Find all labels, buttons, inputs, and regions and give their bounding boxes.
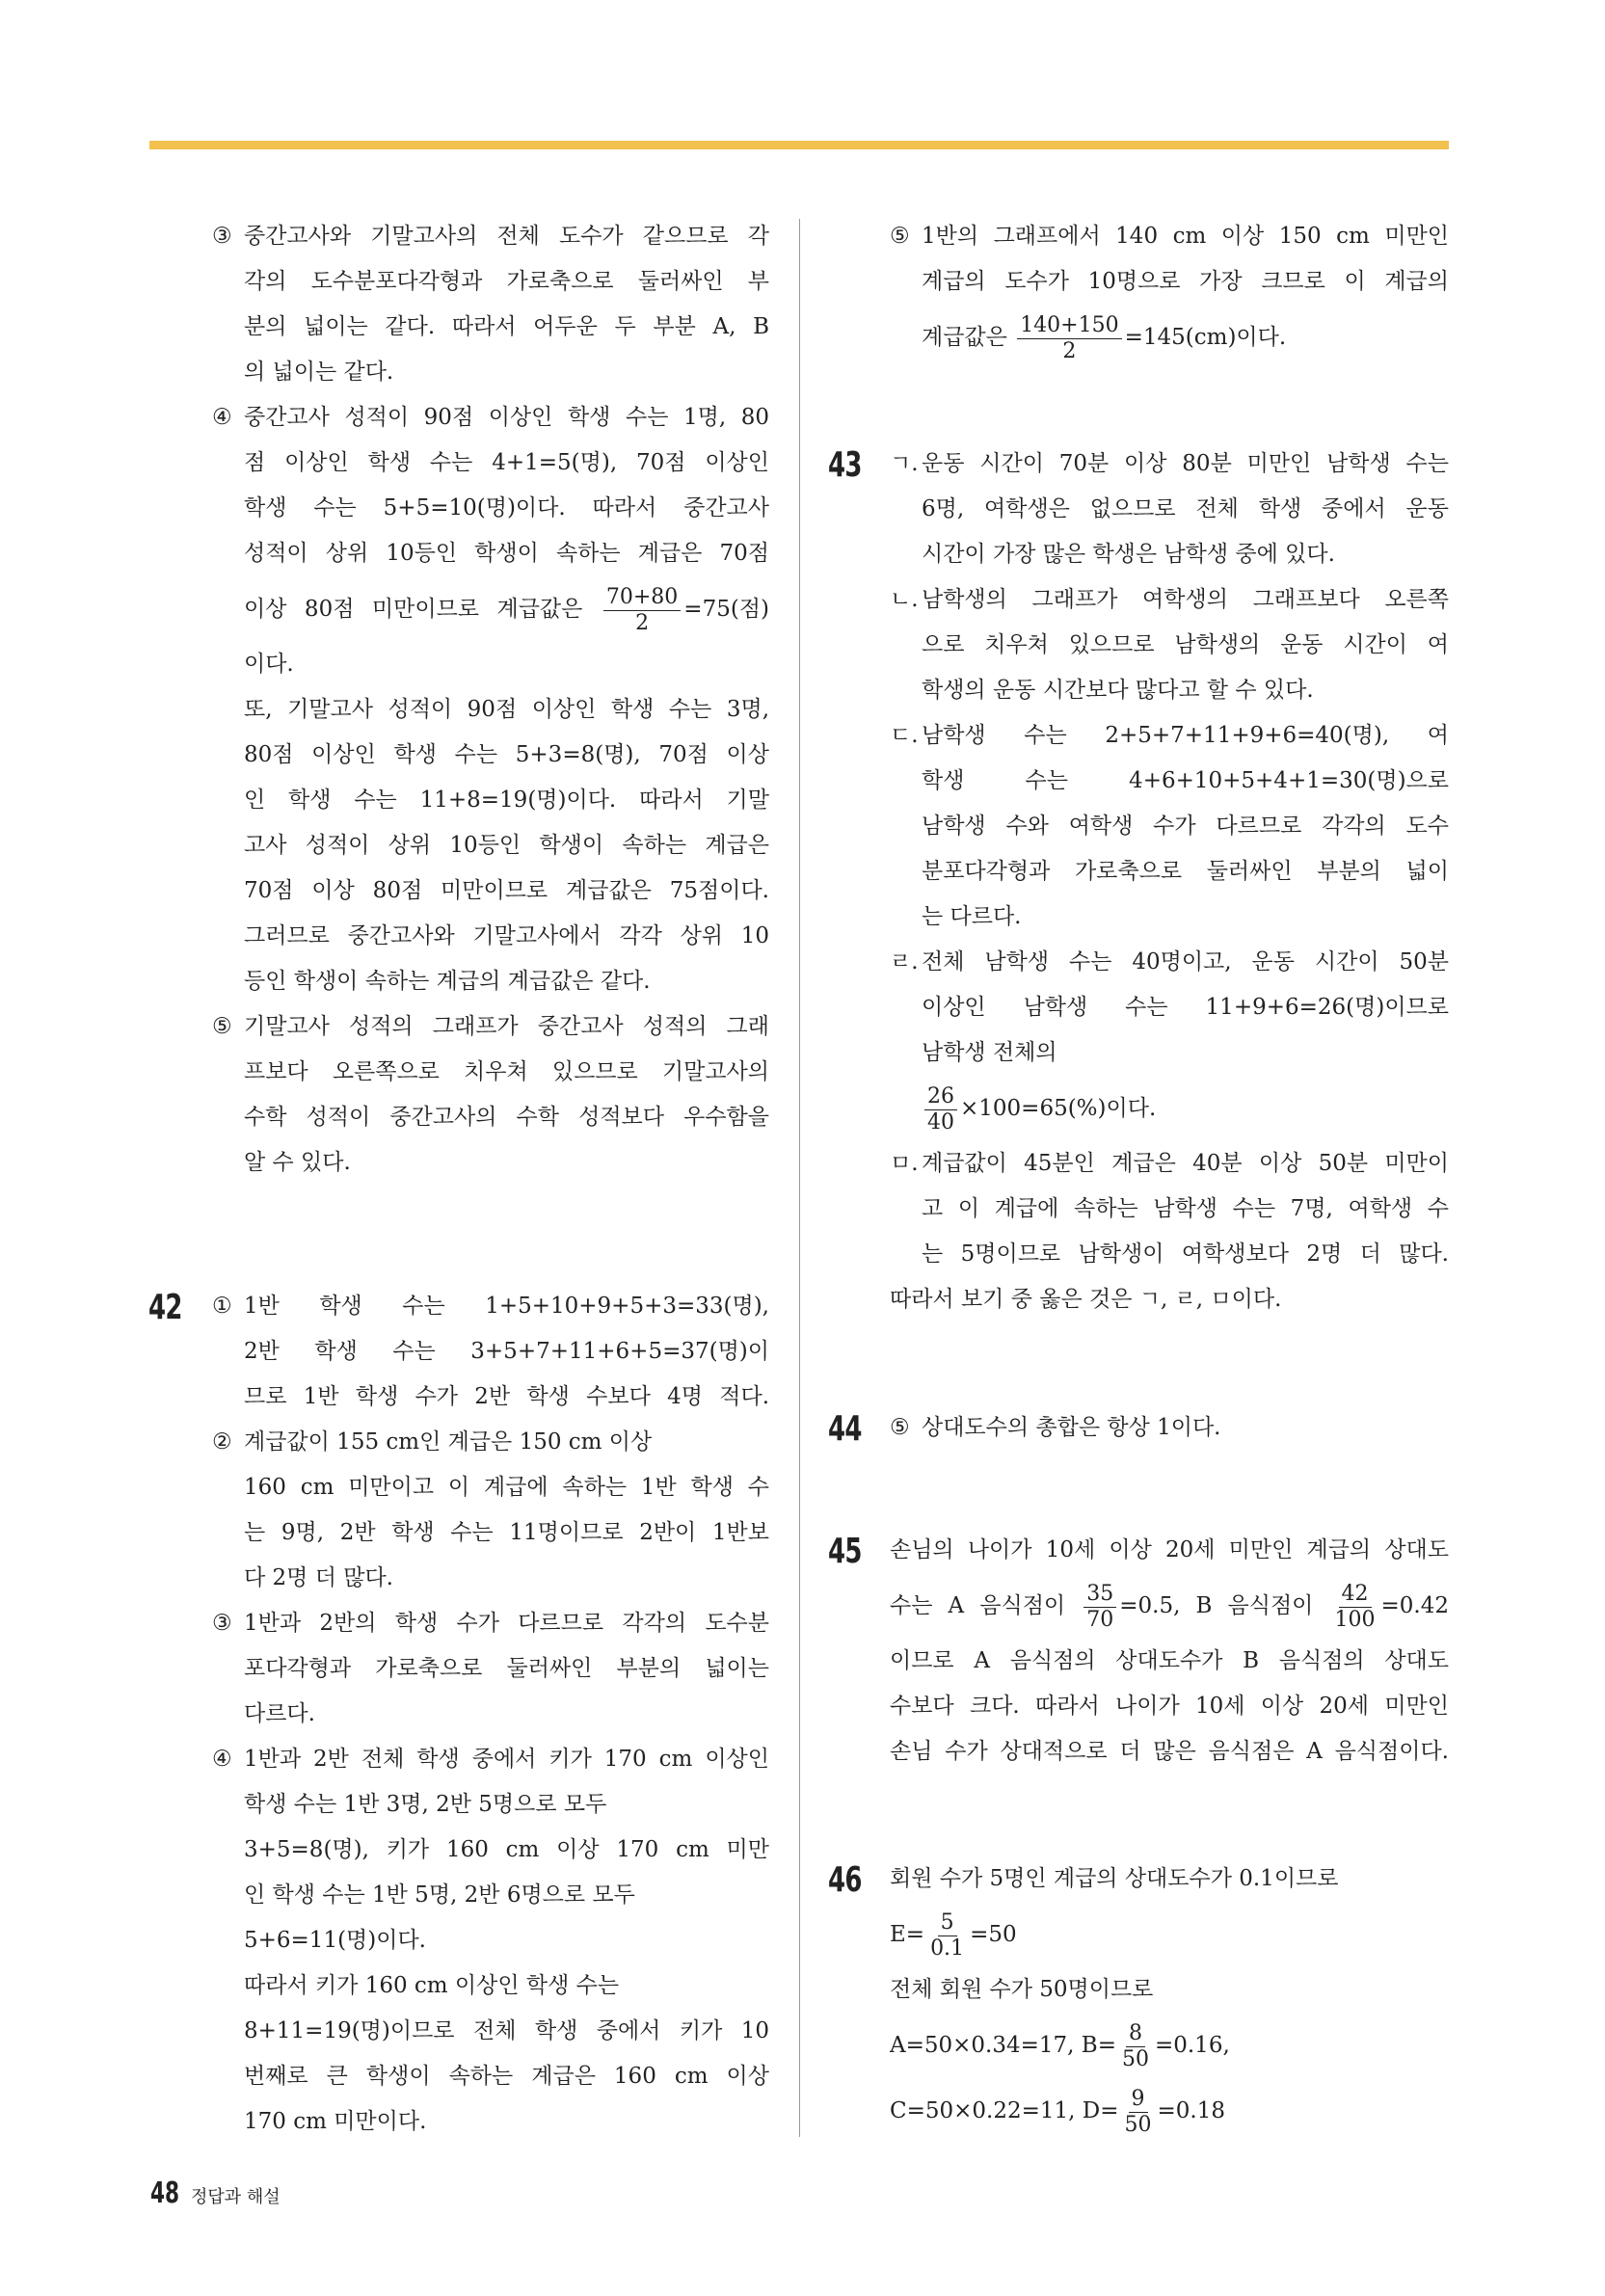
text-line [890, 668, 1449, 713]
text-segment: 고사 성적이 상위 10등인 학생이 속하는 계급은 [244, 833, 769, 858]
text-segment: 프보다 오른쪽으로 치우쳐 있으므로 기말고사의 [244, 1059, 769, 1084]
line-text [922, 532, 1449, 577]
numerator: 8 [1126, 2021, 1145, 2047]
line-text [244, 1095, 769, 1140]
text-line [212, 778, 769, 823]
numerator: 70+80 [603, 585, 681, 611]
text-segment: 회원 수가 5명인 계급의 상대도수가 0.1이므로 [890, 1866, 1339, 1891]
text-line [212, 1963, 769, 2009]
answer-43 [828, 441, 1449, 1322]
denominator: 2 [1062, 338, 1077, 363]
line-text [244, 576, 769, 642]
line-text [244, 1420, 769, 1465]
line-text [922, 1076, 1449, 1141]
line-text [244, 687, 769, 733]
fraction [1083, 1582, 1116, 1633]
line-text [890, 2078, 1449, 2144]
line-text [244, 395, 769, 441]
text-segment: 1반과 2반의 학생 수가 다르므로 각각의 도수분 [244, 1611, 769, 1636]
text-line [212, 1050, 769, 1095]
text-segment: C=50×0.22=11, D= [890, 2098, 1119, 2123]
problem-number: 44 [828, 1409, 862, 1449]
line-text [890, 1856, 1449, 1902]
text-segment: 80점 이상인 학생 수는 5+3=8(명), 70점 이상 [244, 742, 769, 767]
item-marker: ㄹ. [890, 949, 919, 974]
line-text [244, 1140, 769, 1186]
text-line [890, 1076, 1449, 1141]
numerator: 42 [1339, 1582, 1372, 1608]
text-line [212, 1737, 769, 1782]
text-line [890, 1573, 1449, 1639]
line-text [922, 623, 1449, 668]
text-segment: =0.18 [1157, 2098, 1225, 2123]
text-segment: 알 수 있다. [244, 1150, 351, 1175]
line-text [244, 1050, 769, 1095]
line-text [244, 350, 769, 395]
line-text [244, 1004, 769, 1050]
text-line [212, 1556, 769, 1601]
text-line [890, 259, 1449, 305]
line-text [890, 1967, 1449, 2013]
text-line [212, 259, 769, 305]
line-text [244, 1556, 769, 1601]
page-footer [150, 2176, 281, 2210]
line-text [244, 1782, 769, 1828]
line-text [244, 1284, 769, 1329]
text-segment: 1반과 2반 전체 학생 중에서 키가 170 cm 이상인 [244, 1747, 769, 1772]
item-marker: ⑤ [212, 1014, 232, 1039]
text-segment: 따라서 보기 중 옳은 것은 ㄱ, ㄹ, ㅁ이다. [890, 1287, 1282, 1312]
text-line [212, 1095, 769, 1140]
fraction [1119, 2021, 1152, 2072]
text-line [890, 2078, 1449, 2144]
item-marker: ㅁ. [890, 1151, 919, 1176]
line-text [890, 1902, 1449, 1967]
text-line [890, 305, 1449, 370]
line-text [244, 1601, 769, 1646]
text-line [212, 687, 769, 733]
line-text [244, 2099, 769, 2145]
line-text [922, 1187, 1449, 1232]
text-line [890, 985, 1449, 1030]
text-line [890, 940, 1449, 985]
text-segment: 인 학생 수는 11+8=19(명)이다. 따라서 기말 [244, 788, 769, 813]
line-text [244, 441, 769, 486]
text-segment: 고 이 계급에 속하는 남학생 수는 7명, 여학생 수 [922, 1196, 1449, 1221]
line-text [922, 214, 1449, 259]
text-segment: 계급값이 155 cm인 계급은 150 cm 이상 [244, 1429, 653, 1455]
numerator: 26 [924, 1084, 957, 1110]
line-text [244, 823, 769, 868]
text-line [890, 713, 1449, 759]
item-marker: ㄷ. [890, 723, 919, 748]
answer-continued [212, 214, 769, 1186]
text-segment: 1반 학생 수는 1+5+10+9+5+3=33(명), [244, 1294, 769, 1319]
footer-title: 정답과 해설 [191, 2187, 281, 2207]
text-segment: 남학생 수는 2+5+7+11+9+6=40(명), 여 [922, 723, 1449, 748]
text-segment: =0.16, [1154, 2033, 1230, 2058]
text-segment: =0.42 [1380, 1593, 1449, 1618]
line-text [890, 1573, 1449, 1639]
numerator: 9 [1129, 2087, 1148, 2113]
item-marker: ① [212, 1294, 232, 1319]
line-text [244, 733, 769, 778]
line-text [244, 486, 769, 531]
text-line [212, 823, 769, 868]
text-segment: A=50×0.34=17, B= [890, 2033, 1116, 2058]
text-segment: 점 이상인 학생 수는 4+1=5(명), 70점 이상인 [244, 450, 769, 475]
text-segment: 남학생의 그래프가 여학생의 그래프보다 오른쪽 [922, 587, 1449, 612]
item-marker: ㄱ. [890, 451, 919, 476]
line-text [244, 1692, 769, 1737]
item-marker: ㄴ. [890, 587, 919, 612]
line-text [922, 940, 1449, 985]
line-text [244, 2054, 769, 2099]
line-text [244, 1918, 769, 1963]
text-line [890, 532, 1449, 577]
fraction [603, 585, 681, 636]
line-text [244, 1375, 769, 1420]
item-marker: ③ [212, 224, 232, 249]
line-text [922, 577, 1449, 623]
text-segment: 5+6=11(명)이다. [244, 1928, 426, 1953]
text-segment: 의 넓이는 같다. [244, 360, 394, 385]
text-segment: 다르다. [244, 1701, 315, 1726]
text-line [212, 2009, 769, 2054]
column-divider [799, 219, 800, 2137]
line-text [922, 441, 1449, 487]
text-line [212, 1329, 769, 1375]
text-line [890, 1856, 1449, 1902]
text-segment: 전체 남학생 수는 40명이고, 운동 시간이 50분 [922, 949, 1449, 974]
text-line [890, 577, 1449, 623]
text-segment: =145(cm)이다. [1124, 325, 1287, 350]
text-line [212, 914, 769, 959]
line-text [922, 1141, 1449, 1187]
text-segment: 시간이 가장 많은 학생은 남학생 중에 있다. [922, 542, 1335, 567]
text-line [890, 804, 1449, 849]
line-text [922, 804, 1449, 849]
text-line [212, 531, 769, 576]
text-segment: 70점 이상 80점 미만이므로 계급값은 75점이다. [244, 878, 769, 903]
text-segment: 중간고사 성적이 90점 이상인 학생 수는 1명, 80 [244, 405, 769, 430]
text-segment: 으로 치우쳐 있으므로 남학생의 운동 시간이 여 [922, 632, 1449, 657]
line-text [922, 259, 1449, 305]
item-marker: ④ [212, 405, 232, 430]
text-segment: =50 [970, 1922, 1017, 1947]
text-line [890, 1639, 1449, 1684]
text-line [212, 1510, 769, 1556]
text-line [890, 1684, 1449, 1729]
fraction [1122, 2087, 1155, 2138]
text-segment: 160 cm 미만이고 이 계급에 속하는 1반 학생 수 [244, 1475, 769, 1500]
fraction [927, 1910, 967, 1962]
line-text [922, 1405, 1449, 1451]
text-segment: 남학생 전체의 [922, 1040, 1057, 1065]
line-text [890, 1639, 1449, 1684]
text-segment: 계급값이 45분인 계급은 40분 이상 50분 미만이 [922, 1151, 1449, 1176]
text-line [212, 214, 769, 259]
text-line [212, 486, 769, 531]
denominator: 2 [635, 610, 650, 635]
text-segment: 3+5=8(명), 키가 160 cm 이상 170 cm 미만 [244, 1837, 769, 1862]
text-segment: ×100=65(%)이다. [960, 1096, 1157, 1121]
problem-number: 46 [828, 1860, 862, 1900]
item-marker: ② [212, 1429, 232, 1455]
text-line [890, 1528, 1449, 1573]
text-line [212, 1601, 769, 1646]
text-line [890, 1405, 1449, 1451]
line-text [922, 985, 1449, 1030]
text-segment: 는 9명, 2반 학생 수는 11명이므로 2반이 1반보 [244, 1520, 769, 1545]
text-segment: 기말고사 성적의 그래프가 중간고사 성적의 그래 [244, 1014, 769, 1039]
text-segment: 손님 수가 상대적으로 더 많은 음식점은 A 음식점이다. [890, 1739, 1449, 1764]
text-segment: 운동 시간이 70분 이상 80분 미만인 남학생 수는 [922, 451, 1449, 476]
text-line [890, 759, 1449, 804]
text-segment: 그러므로 중간고사와 기말고사에서 각각 상위 10 [244, 923, 769, 948]
line-text [244, 531, 769, 576]
text-line [212, 350, 769, 395]
text-segment: 170 cm 미만이다. [244, 2109, 427, 2134]
item-marker: ④ [212, 1747, 232, 1772]
text-segment: 는 5명이므로 남학생이 여학생보다 2명 더 많다. [922, 1241, 1449, 1267]
text-line [212, 642, 769, 687]
text-line [890, 1729, 1449, 1775]
line-text [244, 642, 769, 687]
text-line [212, 1284, 769, 1329]
text-line [890, 487, 1449, 532]
text-line [890, 894, 1449, 940]
line-text [244, 1737, 769, 1782]
line-text [244, 914, 769, 959]
text-segment: 8+11=19(명)이므로 전체 학생 중에서 키가 10 [244, 2018, 769, 2043]
text-segment: 전체 회원 수가 50명이므로 [890, 1977, 1154, 2002]
line-text [922, 1232, 1449, 1277]
text-segment: 포다각형과 가로축으로 둘러싸인 부분의 넓이는 [244, 1656, 769, 1681]
numerator: 140+150 [1017, 313, 1121, 339]
text-line [890, 1232, 1449, 1277]
text-line [890, 1187, 1449, 1232]
text-segment: 다 2명 더 많다. [244, 1565, 393, 1590]
text-segment: 6명, 여학생은 없으므로 전체 학생 중에서 운동 [922, 496, 1449, 521]
text-line [212, 441, 769, 486]
line-text [922, 894, 1449, 940]
text-segment: 학생 수는 4+6+10+5+4+1=30(명)으로 [922, 768, 1449, 793]
text-line [890, 1902, 1449, 1967]
answer-46 [828, 1856, 1449, 2144]
text-segment: 중간고사와 기말고사의 전체 도수가 같으므로 각 [244, 224, 769, 249]
text-segment: 1반의 그래프에서 140 cm 이상 150 cm 미만인 [922, 224, 1449, 249]
text-segment: 상대도수의 총합은 항상 1이다. [922, 1415, 1221, 1440]
text-line [890, 1030, 1449, 1076]
fraction [924, 1084, 957, 1135]
denominator: 0.1 [930, 1936, 965, 1961]
text-segment: 학생 수는 5+5=10(명)이다. 따라서 중간고사 [244, 495, 769, 521]
text-segment: 분의 넓이는 같다. 따라서 어두운 두 부분 A, B [244, 314, 769, 339]
text-segment: 분포다각형과 가로축으로 둘러싸인 부분의 넓이 [922, 859, 1449, 884]
denominator: 100 [1334, 1607, 1376, 1632]
text-line [212, 395, 769, 441]
line-text [922, 713, 1449, 759]
text-line [212, 1465, 769, 1510]
line-text [922, 759, 1449, 804]
text-line [890, 623, 1449, 668]
text-segment: 2반 학생 수는 3+5+7+11+6+5=37(명)이 [244, 1339, 769, 1364]
text-line [212, 959, 769, 1004]
line-text [922, 487, 1449, 532]
line-text [244, 778, 769, 823]
text-segment: E= [890, 1922, 925, 1947]
line-text [244, 1828, 769, 1873]
line-text [922, 849, 1449, 894]
line-text [922, 668, 1449, 713]
text-line [890, 1967, 1449, 2013]
item-marker: ⑤ [890, 224, 910, 249]
line-text [244, 305, 769, 350]
text-line [212, 1646, 769, 1692]
text-line [890, 214, 1449, 259]
text-line [212, 1420, 769, 1465]
text-line [212, 1782, 769, 1828]
line-text [890, 1684, 1449, 1729]
text-segment: 학생의 운동 시간보다 많다고 할 수 있다. [922, 678, 1314, 703]
text-line [890, 1141, 1449, 1187]
text-line [890, 849, 1449, 894]
item-marker: ③ [212, 1611, 232, 1636]
text-segment: 각의 도수분포다각형과 가로축으로 둘러싸인 부 [244, 269, 769, 294]
text-line [212, 1375, 769, 1420]
answer-continued [890, 214, 1449, 370]
text-segment: 등인 학생이 속하는 계급의 계급값은 같다. [244, 969, 651, 994]
header-accent-bar [149, 141, 1449, 149]
text-line [890, 1277, 1449, 1322]
line-text [890, 1528, 1449, 1573]
text-line [212, 1873, 769, 1918]
text-segment: 또, 기말고사 성적이 90점 이상인 학생 수는 3명, [244, 697, 769, 722]
text-line [212, 1918, 769, 1963]
line-text [244, 1329, 769, 1375]
denominator: 40 [927, 1109, 954, 1135]
text-line [212, 2054, 769, 2099]
text-segment: 인 학생 수는 1반 5명, 2반 6명으로 모두 [244, 1882, 635, 1908]
line-text [890, 1277, 1449, 1322]
item-marker: ⑤ [890, 1415, 910, 1440]
text-segment: 계급값은 [922, 325, 1015, 350]
text-line [212, 1004, 769, 1050]
text-segment: 수보다 크다. 따라서 나이가 10세 이상 20세 미만인 [890, 1694, 1449, 1719]
problem-number: 45 [828, 1532, 862, 1571]
text-line [212, 305, 769, 350]
line-text [890, 2013, 1449, 2078]
answer-44 [828, 1405, 1449, 1451]
text-segment: 이다. [244, 652, 294, 677]
text-line [212, 1692, 769, 1737]
denominator: 70 [1086, 1607, 1114, 1632]
text-line [890, 441, 1449, 487]
text-segment: 남학생 수와 여학생 수가 다르므로 각각의 도수 [922, 814, 1449, 839]
text-segment: 수학 성적이 중간고사의 수학 성적보다 우수함을 [244, 1105, 769, 1130]
text-segment: 이상인 남학생 수는 11+9+6=26(명)이므로 [922, 995, 1449, 1020]
text-segment: =0.5, B 음식점이 [1119, 1593, 1329, 1618]
line-text [922, 305, 1449, 370]
text-line [212, 2099, 769, 2145]
line-text [244, 1510, 769, 1556]
text-segment: 수는 A 음식점이 [890, 1593, 1082, 1618]
problem-number: 42 [148, 1288, 182, 1327]
line-text [244, 1873, 769, 1918]
line-text [244, 1646, 769, 1692]
answer-45 [828, 1528, 1449, 1775]
line-text [244, 959, 769, 1004]
numerator: 35 [1083, 1582, 1116, 1608]
line-text [244, 259, 769, 305]
text-segment: 계급의 도수가 10명으로 가장 크므로 이 계급의 [922, 269, 1449, 294]
problem-number: 43 [828, 445, 862, 485]
line-text [244, 868, 769, 914]
line-text [244, 1963, 769, 2009]
text-segment: 성적이 상위 10등인 학생이 속하는 계급은 70점 [244, 541, 769, 566]
text-line [212, 868, 769, 914]
answer-42 [148, 1284, 769, 2145]
text-segment: 손님의 나이가 10세 이상 20세 미만인 계급의 상대도 [890, 1537, 1449, 1562]
text-line [212, 733, 769, 778]
line-text [890, 1729, 1449, 1775]
page-number: 48 [150, 2176, 180, 2210]
text-line [212, 576, 769, 642]
text-line [212, 1140, 769, 1186]
denominator: 50 [1124, 2112, 1152, 2137]
text-segment: 따라서 키가 160 cm 이상인 학생 수는 [244, 1973, 620, 1998]
line-text [244, 1465, 769, 1510]
text-segment: 는 다르다. [922, 904, 1022, 929]
numerator: 5 [938, 1910, 957, 1936]
text-segment: 이므로 A 음식점의 상대도수가 B 음식점의 상대도 [890, 1648, 1449, 1673]
fraction [1332, 1582, 1378, 1633]
text-segment: 이상 80점 미만이므로 계급값은 [244, 597, 601, 622]
text-segment: 학생 수는 1반 3명, 2반 5명으로 모두 [244, 1792, 607, 1817]
text-segment: 번째로 큰 학생이 속하는 계급은 160 cm 이상 [244, 2064, 769, 2089]
text-line [890, 2013, 1449, 2078]
text-segment: 므로 1반 학생 수가 2반 학생 수보다 4명 적다. [244, 1384, 769, 1409]
line-text [244, 2009, 769, 2054]
text-segment: =75(점) [683, 597, 769, 622]
text-line [212, 1828, 769, 1873]
denominator: 50 [1121, 2046, 1149, 2071]
line-text [244, 214, 769, 259]
line-text [922, 1030, 1449, 1076]
fraction [1017, 313, 1121, 364]
